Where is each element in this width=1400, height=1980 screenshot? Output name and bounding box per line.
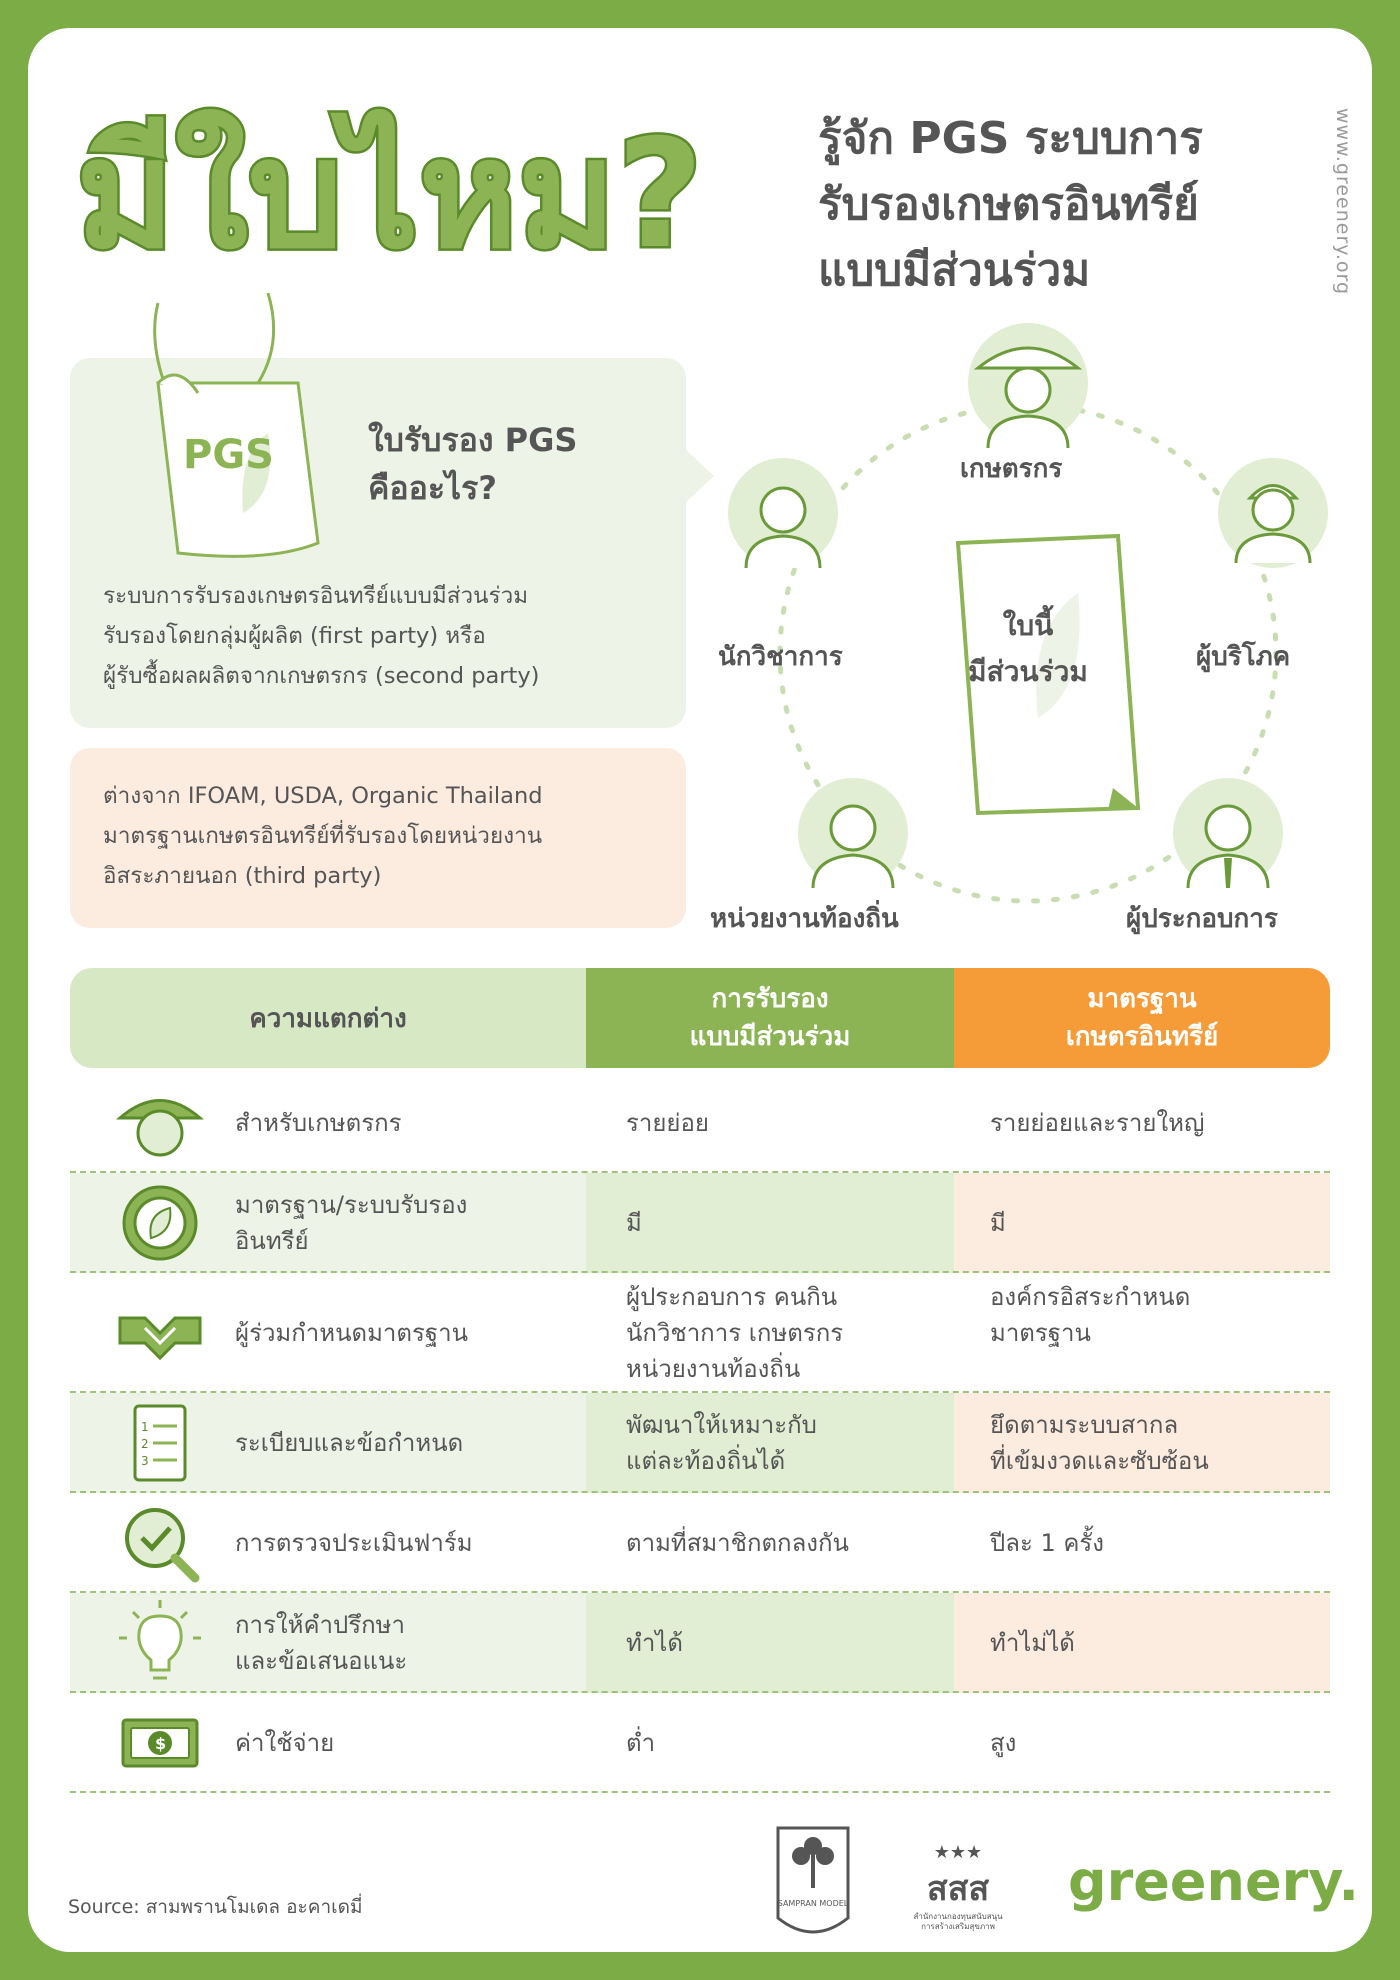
sampran-logo-text: SAMPRAN MODEL bbox=[777, 1899, 849, 1908]
center-line: มีส่วนร่วม bbox=[968, 655, 1088, 688]
row-pgs-line: ต่ำ bbox=[626, 1729, 656, 1757]
role-entrepreneur: ผู้ประกอบการ bbox=[1126, 904, 1278, 934]
row-pgs-line: ตามที่สมาชิกตกลงกัน bbox=[626, 1529, 849, 1557]
row-label-line: ผู้ร่วมกำหนดมาตรฐาน bbox=[235, 1319, 468, 1347]
question-line: คืออะไร? bbox=[368, 469, 497, 507]
row-label-line: มาตรฐาน/ระบบรับรอง bbox=[235, 1191, 468, 1219]
header-text: ความแตกต่าง bbox=[249, 1004, 407, 1034]
header-difference-label bbox=[70, 1000, 586, 1038]
row-pgs bbox=[626, 1525, 849, 1561]
definition-text bbox=[103, 576, 673, 696]
certificate-in-hand-icon bbox=[118, 283, 348, 583]
svg-text:3: 3 bbox=[141, 1454, 149, 1468]
row-std bbox=[990, 1525, 1104, 1561]
handshake-icon bbox=[115, 1288, 205, 1378]
row-std bbox=[990, 1725, 1016, 1761]
row-std-line: ทำไม่ได้ bbox=[990, 1629, 1075, 1657]
magnifier-check-icon bbox=[115, 1498, 205, 1588]
academic-icon bbox=[728, 458, 838, 568]
row-label-line: สำหรับเกษตรกร bbox=[235, 1109, 402, 1137]
greenery-logo: greenery. bbox=[1068, 1850, 1359, 1913]
row-pgs bbox=[626, 1725, 655, 1761]
subtitle-line: แบบมีส่วนร่วม bbox=[818, 245, 1091, 296]
leaf-badge-icon bbox=[115, 1178, 205, 1268]
farmer-icon bbox=[968, 323, 1088, 448]
thaihealth-logo-text: สสส bbox=[926, 1869, 990, 1909]
entrepreneur-icon bbox=[1173, 778, 1283, 888]
row-label bbox=[235, 1725, 334, 1761]
row-std bbox=[990, 1105, 1204, 1141]
header-text: มาตรฐาน bbox=[1087, 984, 1197, 1014]
checklist-icon bbox=[115, 1398, 205, 1488]
local-agency-icon bbox=[798, 778, 908, 888]
row-label-line: อินทรีย์ bbox=[235, 1227, 309, 1255]
center-certificate-text bbox=[953, 603, 1103, 695]
row-std-line: ยึดตามระบบสากล bbox=[990, 1411, 1179, 1439]
row-std-line: องค์กรอิสระกำหนด bbox=[990, 1283, 1191, 1311]
row-label-line: การให้คำปรึกษา bbox=[235, 1611, 405, 1639]
row-std bbox=[990, 1279, 1190, 1351]
row-std-line: สูง bbox=[990, 1729, 1017, 1757]
contrast-line: มาตรฐานเกษตรอินทรีย์ที่รับรองโดยหน่วยงาน bbox=[103, 823, 543, 849]
table-row bbox=[70, 1693, 1330, 1793]
table-row bbox=[70, 1273, 1330, 1393]
money-icon bbox=[115, 1698, 205, 1788]
row-std bbox=[990, 1407, 1209, 1479]
table-row bbox=[70, 1073, 1330, 1173]
header-standard-label bbox=[954, 980, 1330, 1056]
row-label bbox=[235, 1607, 407, 1679]
role-consumer: ผู้บริโภค bbox=[1196, 642, 1291, 672]
table-row bbox=[70, 1493, 1330, 1593]
headline bbox=[68, 78, 788, 288]
role-farmer: เกษตรกร bbox=[960, 454, 1063, 484]
subtitle bbox=[818, 106, 1288, 304]
row-pgs-line: รายย่อย bbox=[626, 1109, 709, 1137]
row-std bbox=[990, 1205, 1006, 1241]
definition-line: ระบบการรับรองเกษตรอินทรีย์แบบมีส่วนร่วม bbox=[103, 583, 529, 609]
table-row bbox=[70, 1593, 1330, 1693]
row-pgs-line: มี bbox=[626, 1209, 642, 1237]
row-label-line: และข้อเสนอแนะ bbox=[235, 1647, 408, 1675]
row-pgs bbox=[626, 1105, 709, 1141]
thaihealth-logo bbox=[908, 1838, 1008, 1931]
row-label bbox=[235, 1187, 467, 1259]
lightbulb-icon bbox=[115, 1598, 205, 1688]
row-label bbox=[235, 1525, 473, 1561]
row-pgs bbox=[626, 1625, 683, 1661]
header-pgs-label bbox=[586, 980, 954, 1056]
table-row bbox=[70, 1393, 1330, 1493]
center-line: ใบนี้ bbox=[1002, 609, 1054, 642]
question-title bbox=[368, 416, 577, 512]
thaihealth-sub-line: สำนักงานกองทุนสนับสนุน bbox=[913, 1912, 1003, 1921]
sampran-model-logo bbox=[768, 1818, 858, 1948]
site-url: www.greenery.org bbox=[1332, 108, 1354, 296]
subtitle-line: รู้จัก PGS ระบบการ bbox=[818, 113, 1203, 164]
role-local-agency: หน่วยงานท้องถิ่น bbox=[710, 904, 899, 934]
row-label bbox=[235, 1425, 463, 1461]
svg-text:★★★: ★★★ bbox=[933, 1842, 983, 1863]
row-pgs-line: แต่ละท้องถิ่นได้ bbox=[626, 1447, 786, 1475]
row-label-line: ระเบียบและข้อกำหนด bbox=[235, 1429, 464, 1457]
subtitle-line: รับรองเกษตรอินทรีย์ bbox=[818, 179, 1199, 230]
header-text: เกษตรอินทรีย์ bbox=[1065, 1022, 1219, 1052]
role-academic: นักวิชาการ bbox=[718, 642, 843, 672]
row-std-line: ที่เข้มงวดและซับซ้อน bbox=[990, 1447, 1209, 1475]
row-pgs bbox=[626, 1279, 843, 1387]
row-std-line: มี bbox=[990, 1209, 1006, 1237]
question-line: ใบรับรอง PGS bbox=[368, 421, 578, 459]
farmer-hat-icon bbox=[115, 1078, 205, 1168]
contrast-line: อิสระภายนอก (third party) bbox=[103, 863, 382, 889]
svg-text:1: 1 bbox=[141, 1420, 149, 1434]
row-label bbox=[235, 1315, 468, 1351]
row-pgs-line: พัฒนาให้เหมาะกับ bbox=[626, 1411, 817, 1439]
thaihealth-logo-mark bbox=[908, 1838, 1008, 1910]
consumer-icon bbox=[1218, 458, 1328, 568]
definition-line: รับรองโดยกลุ่มผู้ผลิต (first party) หรือ bbox=[103, 623, 486, 649]
infographic-card bbox=[28, 28, 1372, 1952]
svg-text:$: $ bbox=[155, 1734, 167, 1753]
row-pgs-line: ทำได้ bbox=[626, 1629, 683, 1657]
definition-line: ผู้รับซื้อผลผลิตจากเกษตรกร (second party) bbox=[103, 663, 540, 689]
contrast-line: ต่างจาก IFOAM, USDA, Organic Thailand bbox=[103, 783, 543, 809]
source-credit: Source: สามพรานโมเดล อะคาเดมี่ bbox=[68, 1896, 363, 1918]
row-std-line: มาตรฐาน bbox=[990, 1319, 1091, 1347]
contrast-text bbox=[103, 776, 673, 896]
header-text: การรับรอง bbox=[711, 984, 829, 1014]
row-pgs bbox=[626, 1407, 817, 1479]
row-label-line: การตรวจประเมินฟาร์ม bbox=[235, 1529, 473, 1557]
row-label-line: ค่าใช้จ่าย bbox=[235, 1729, 335, 1757]
row-std bbox=[990, 1625, 1075, 1661]
thaihealth-sub-line: การสร้างเสริมสุขภาพ bbox=[921, 1922, 995, 1931]
row-label bbox=[235, 1105, 402, 1141]
row-pgs-line: นักวิชาการ เกษตรกร bbox=[626, 1319, 844, 1347]
row-pgs-line: หน่วยงานท้องถิ่น bbox=[626, 1355, 801, 1383]
header-text: แบบมีส่วนร่วม bbox=[689, 1022, 851, 1052]
headline-text: มีใบไหม? bbox=[76, 108, 704, 282]
certificate-badge: PGS bbox=[183, 432, 274, 478]
row-std-line: ปีละ 1 ครั้ง bbox=[990, 1529, 1105, 1557]
table-row bbox=[70, 1173, 1330, 1273]
row-pgs bbox=[626, 1205, 642, 1241]
svg-text:2: 2 bbox=[141, 1437, 149, 1451]
thaihealth-logo-subtitle bbox=[908, 1912, 1008, 1932]
row-pgs-line: ผู้ประกอบการ คนกิน bbox=[626, 1283, 838, 1311]
row-std-line: รายย่อยและรายใหญ่ bbox=[990, 1109, 1205, 1137]
